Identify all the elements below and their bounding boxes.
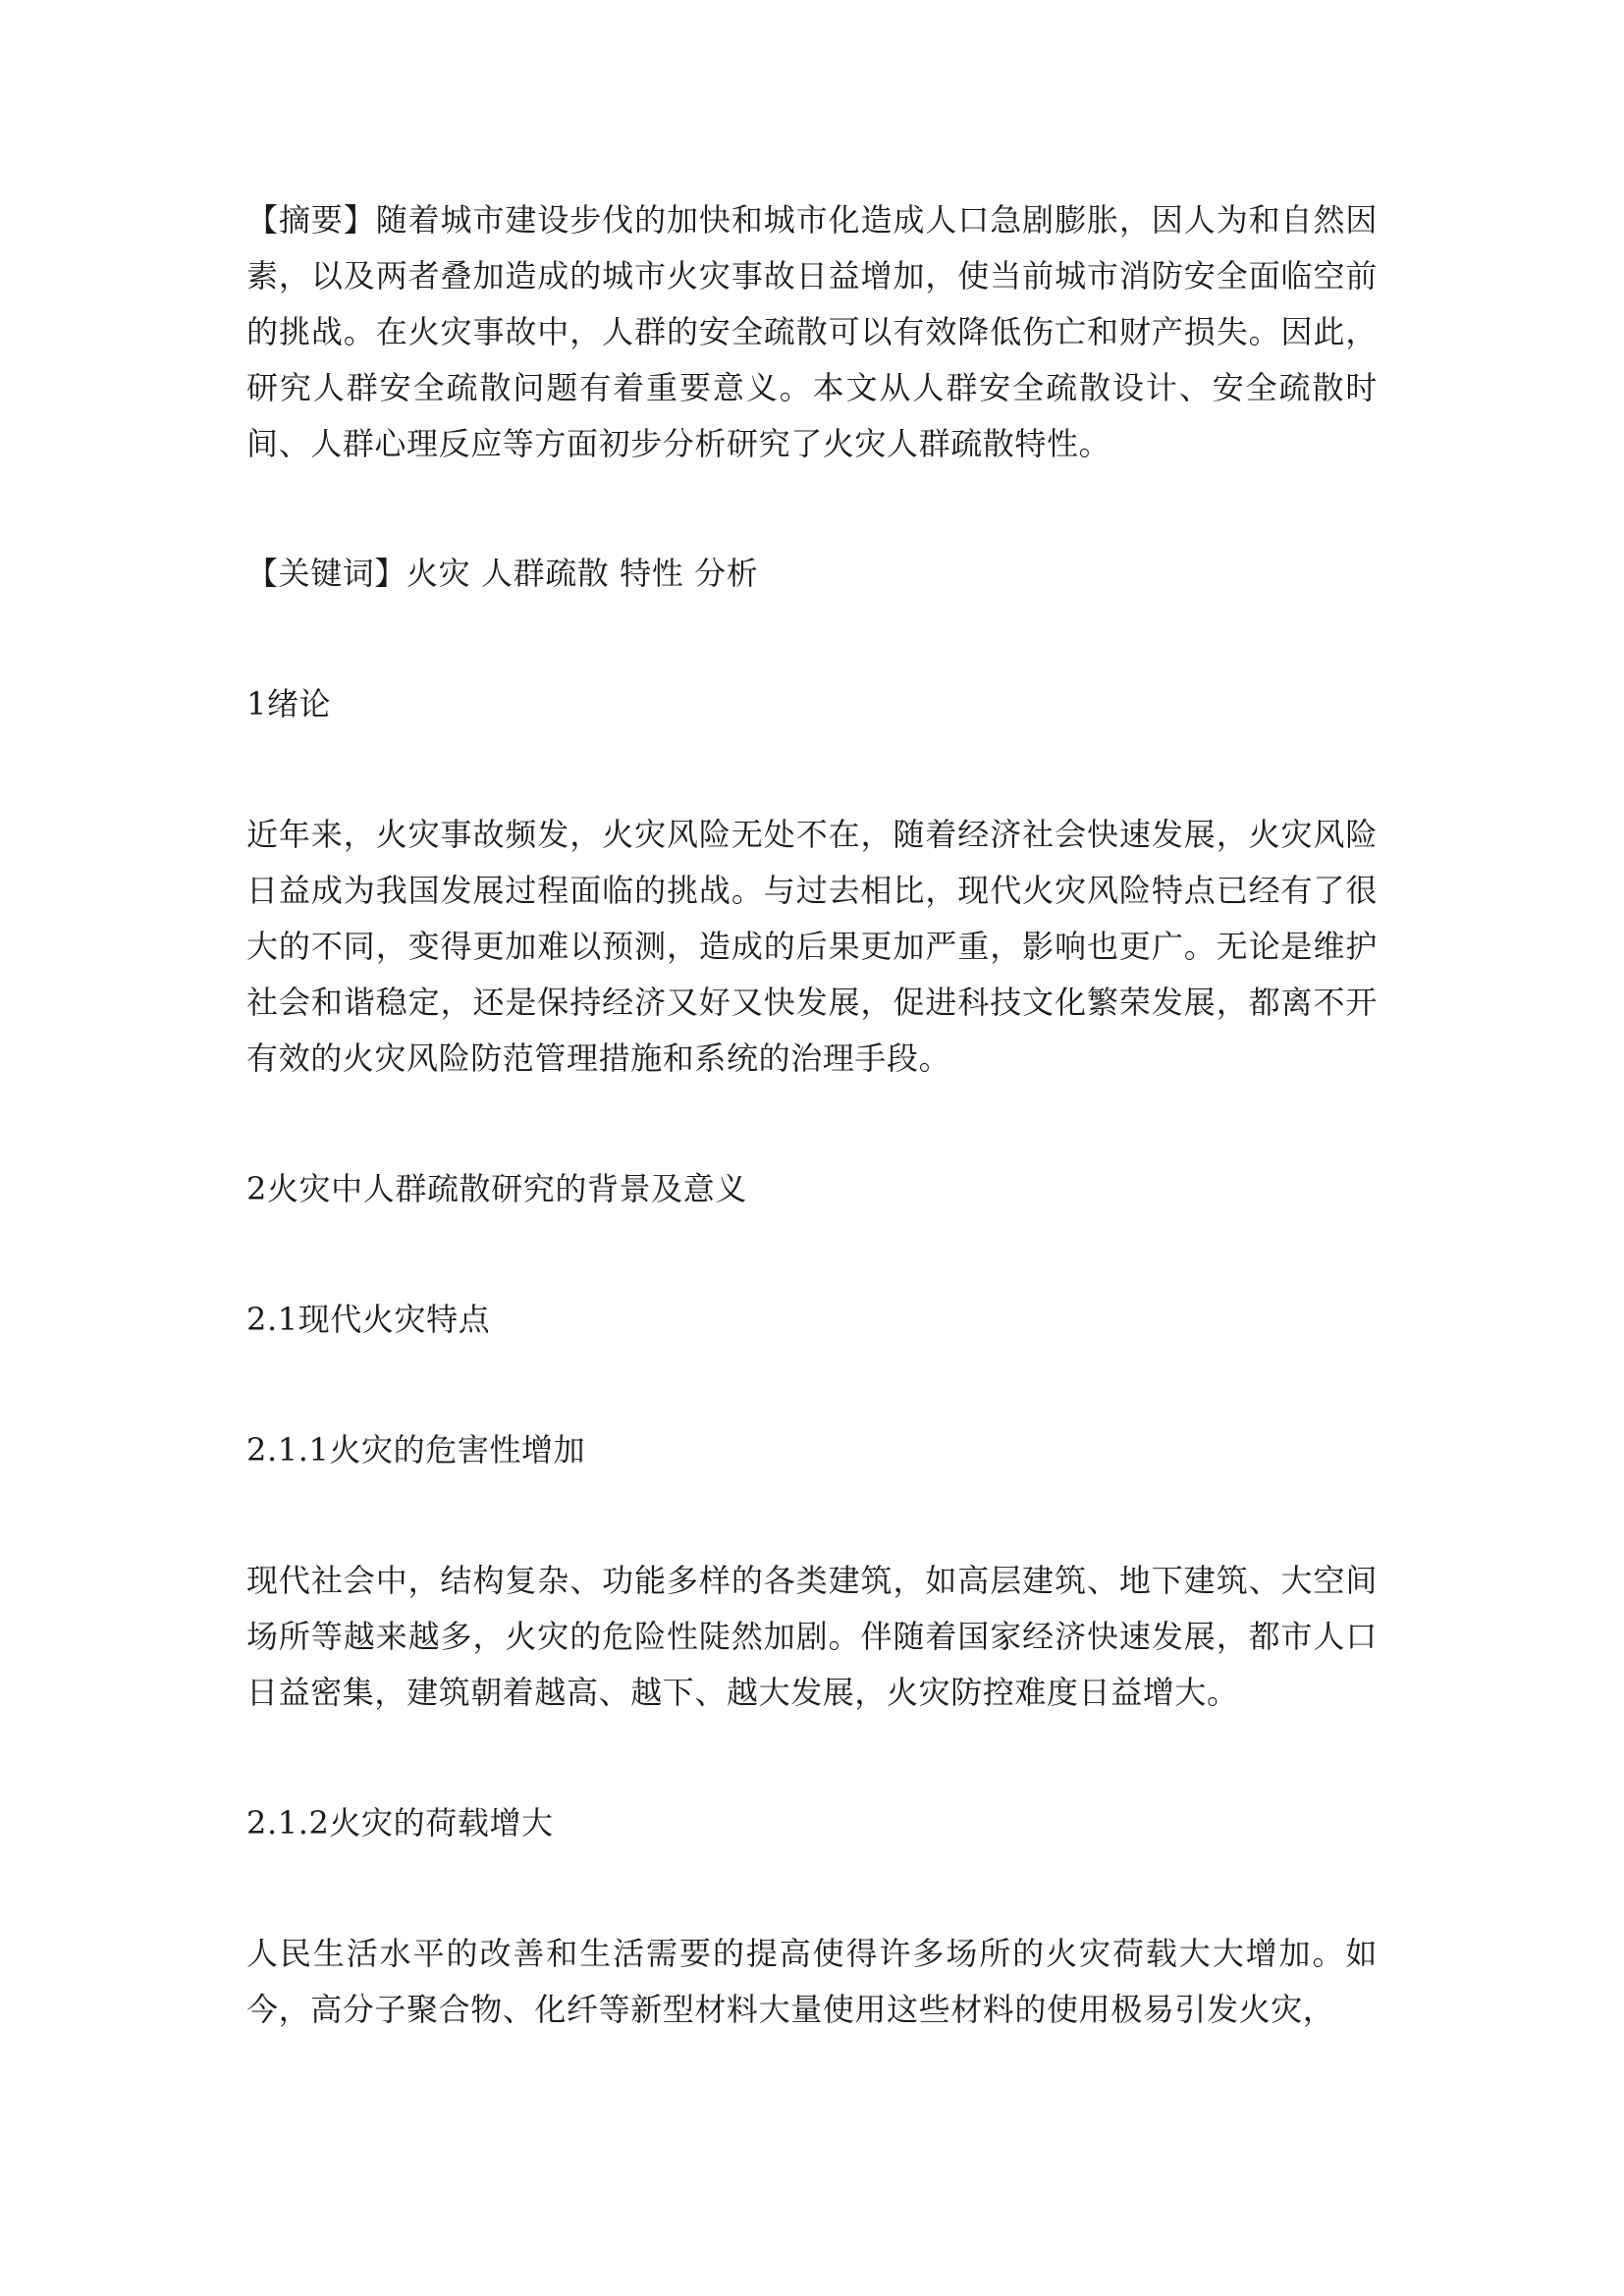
abstract-text: 随着城市建设步伐的加快和城市化造成人口急剧膨胀，因人为和自然因素，以及两者叠加造成的城市火灾事故日益增加，使当前城市消防安全面临空前的挑战。在火灾事故中，人群的安全疏散可以有效降低伤亡和财产损失。因此，研究人群安全疏散问题有着重要意义。本文从人群安全疏散设计、安全疏散时间、人群心理反应等方面初步分析研究了火灾人群疏散特性。 — [246, 201, 1378, 462]
section-heading-modern-fire: 2.1现代火灾特点 — [246, 1301, 491, 1338]
section-heading-fire-load: 2.1.2火灾的荷载增大 — [246, 1804, 554, 1842]
abstract-paragraph — [246, 192, 1378, 472]
fire-load-paragraph: 人民生活水平的改善和生活需要的提高使得许多场所的火灾荷载大大增加。如今，高分子聚合物、化纤等新型材料大量使用这些材料的使用极易引发火灾， — [246, 1935, 1378, 2028]
keywords-text: 火灾 人群疏散 特性 分析 — [406, 555, 759, 592]
section-heading-background: 2火灾中人群疏散研究的背景及意义 — [246, 1170, 747, 1207]
hazard-paragraph: 现代社会中，结构复杂、功能多样的各类建筑，如高层建筑、地下建筑、大空间场所等越来越多，火灾的危险性陡然加剧。伴随着国家经济快速发展，都市人口日益密集，建筑朝着越高、越下、越大发展，火灾防控难度日益增大。 — [246, 1562, 1378, 1711]
abstract-label: 【摘要】 — [246, 201, 376, 239]
intro-paragraph: 近年来，火灾事故频发，火灾风险无处不在，随着经济社会快速发展，火灾风险日益成为我国发展过程面临的挑战。与过去相比，现代火灾风险特点已经有了很大的不同，变得更加难以预测，造成的后果更加严重，影响也更广。无论是维护社会和谐稳定，还是保持经济又好又快发展，促进科技文化繁荣发展，都离不开有效的火灾风险防范管理措施和系统的治理手段。 — [246, 816, 1378, 1077]
section-heading-hazard: 2.1.1火灾的危害性增加 — [246, 1431, 586, 1468]
document-body — [246, 192, 1378, 2038]
keywords-label: 【关键词】 — [246, 555, 407, 592]
keywords-line — [246, 546, 1378, 602]
section-heading-intro: 1绪论 — [246, 685, 332, 722]
